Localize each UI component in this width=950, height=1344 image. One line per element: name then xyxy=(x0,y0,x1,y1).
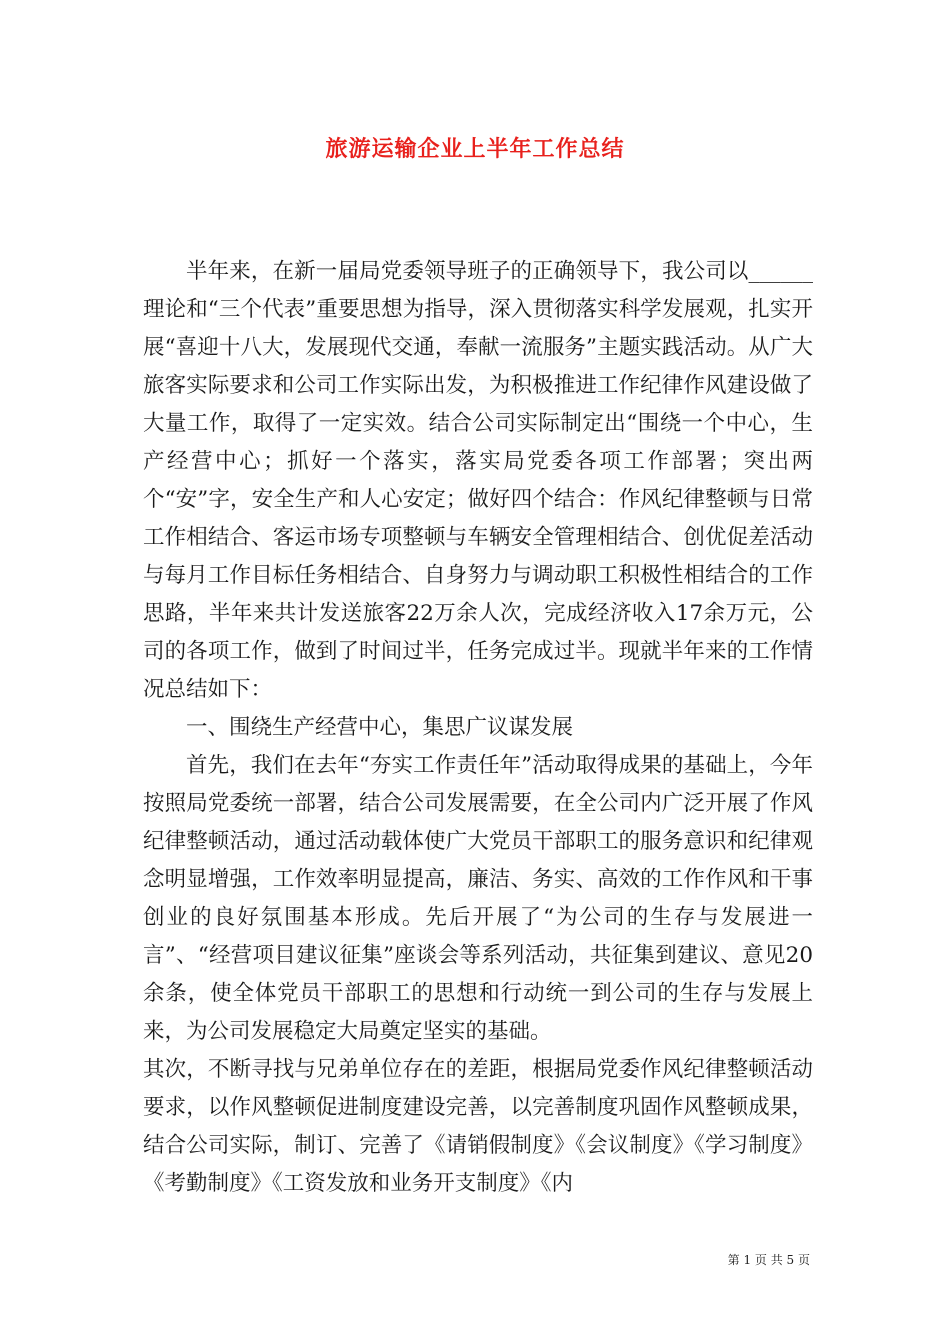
document-body xyxy=(143,253,813,1203)
section-heading-1: 一、围绕生产经营中心，集思广议谋发展 xyxy=(186,715,574,740)
paragraph-intro: 半年来，在新一届局党委领导班子的正确领导下，我公司以______理论和“三个代表”重要思想为指导，深入贯彻落实科学发展观，扎实开展“喜迎十八大，发展现代交通，奉献一流服务”主题实践活动。从广大旅客实际要求和公司工作实际出发，为积极推进工作纪律作风建设做了大量工作，取得了一定实效。结合公司实际制定出“围绕一个中心，生产经营中心；抓好一个落实，落实局党委各项工作部署；突出两个“安”字，安全生产和人心安定；做好四个结合：作风纪律整顿与日常工作相结合、客运市场专项整顿与车辆安全管理相结合、创优促差活动与每月工作目标任务相结合、自身努力与调动职工积极性相结合的工作思路，半年来共计发送旅客22万余人次，完成经济收入17余万元，公司的各项工作，做到了时间过半，任务完成过半。现就半年来的工作情况总结如下： xyxy=(143,259,813,702)
document-title: 旅游运输企业上半年工作总结 xyxy=(325,136,625,162)
paragraph-second: 其次，不断寻找与兄弟单位存在的差距，根据局党委作风纪律整顿活动要求，以作风整顿促进制度建设完善，以完善制度巩固作风整顿成果，结合公司实际，制订、完善了《请销假制度》《会议制度》《学习制度》《考勤制度》《工资发放和业务开支制度》《内 xyxy=(143,1057,813,1196)
page-footer xyxy=(0,1251,810,1268)
paragraph-first: 首先，我们在去年“夯实工作责任年”活动取得成果的基础上，今年按照局党委统一部署，结合公司发展需要，在全公司内广泛开展了作风纪律整顿活动，通过活动载体使广大党员干部职工的服务意识和纪律观念明显增强，工作效率明显提高，廉洁、务实、高效的工作作风和干事创业的良好氛围基本形成。先后开展了“为公司的生存与发展进一言”、“经营项目建议征集”座谈会等系列活动，共征集到建议、意见20余条，使全体党员干部职工的思想和行动统一到公司的生存与发展上来，为公司发展稳定大局奠定坚实的基础。 xyxy=(143,753,813,1044)
page-number-label: 第 1 页 共 5 页 xyxy=(727,1253,810,1267)
